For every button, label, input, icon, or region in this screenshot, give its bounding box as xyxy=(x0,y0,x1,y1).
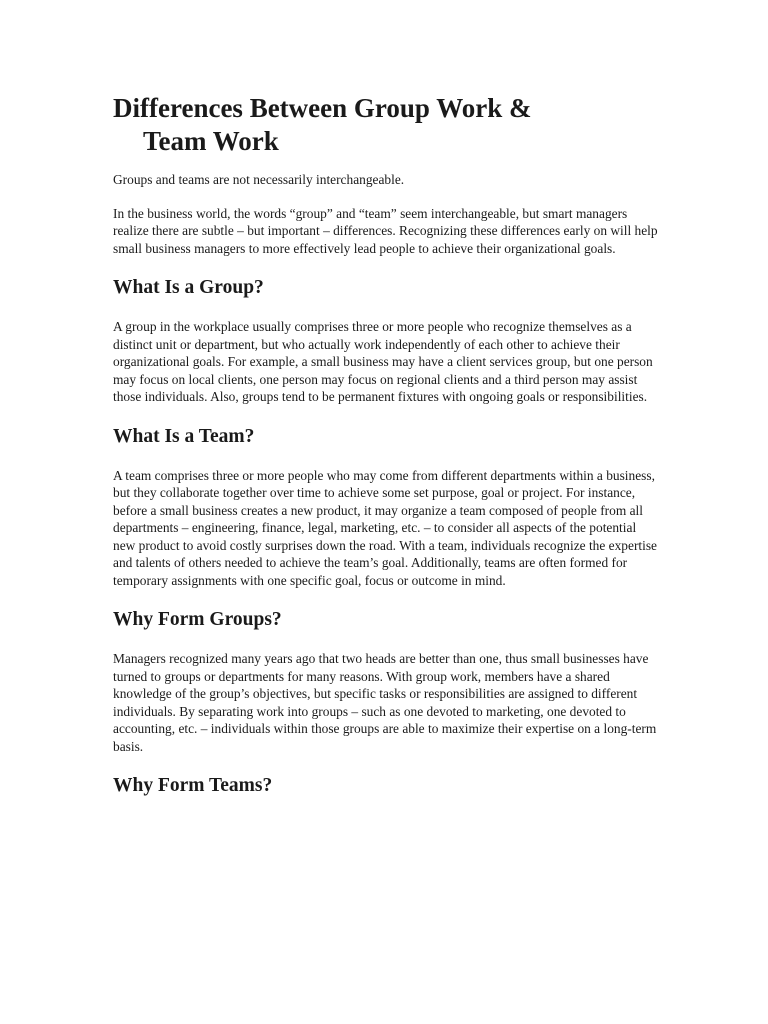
section-body-why-form-groups: Managers recognized many years ago that two heads are better than one, thus small businesses have turned to groups or departments for many reasons. With group work, members have a shared knowledge of the group’s objectives, but specific tasks or responsibilities are assigned to different individuals. By separating work into groups – such as one devoted to marketing, one devoted to accounting, etc. – individuals within those groups are able to maximize their expertise on a long-term basis. xyxy=(113,651,657,754)
document-title xyxy=(113,92,661,158)
document-page xyxy=(113,92,661,798)
document-title-line-1: Differences Between Group Work & xyxy=(113,93,532,123)
document-title-line-2: Team Work xyxy=(143,126,279,156)
section-heading-what-is-a-team: What Is a Team? xyxy=(113,425,255,447)
intro-paragraph-2: In the business world, the words “group” and “team” seem interchangeable, but smart managers realize there are subtle – but important – differences. Recognizing these differences early on will help small business managers to more effectively lead people to achieve their organizational goals. xyxy=(113,205,658,256)
section-body-what-is-a-team: A team comprises three or more people who may come from different departments within a business, but they collaborate together over time to achieve some set purpose, goal or project. For instance, before a small business creates a new product, it may organize a team composed of people from all departments – engineering, finance, legal, marketing, etc. – to consider all aspects of the potential new product to avoid costly surprises down the road. With a team, individuals recognize the expertise and talents of others needed to achieve the team’s goal. Additionally, teams are often formed for temporary assignments with one specific goal, focus or outcome in mind. xyxy=(113,467,657,588)
section-heading-what-is-a-group: What Is a Group? xyxy=(113,277,264,298)
section-heading-why-form-teams: Why Form Teams? xyxy=(113,775,273,796)
section-body-what-is-a-group: A group in the workplace usually comprises three or more people who recognize themselves as a distinct unit or department, but who actually work independently of each other to achieve their organizational goals. For example, a small business may have a client services group, but one person may focus on local clients, one person may focus on regional clients and a third person may assist those individuals. Also, groups tend to be permanent fixtures with ongoing goals or responsibilities. xyxy=(113,319,653,404)
section-heading-why-form-groups: Why Form Groups? xyxy=(113,609,282,630)
intro-paragraph-1: Groups and teams are not necessarily interchangeable. xyxy=(113,172,405,187)
